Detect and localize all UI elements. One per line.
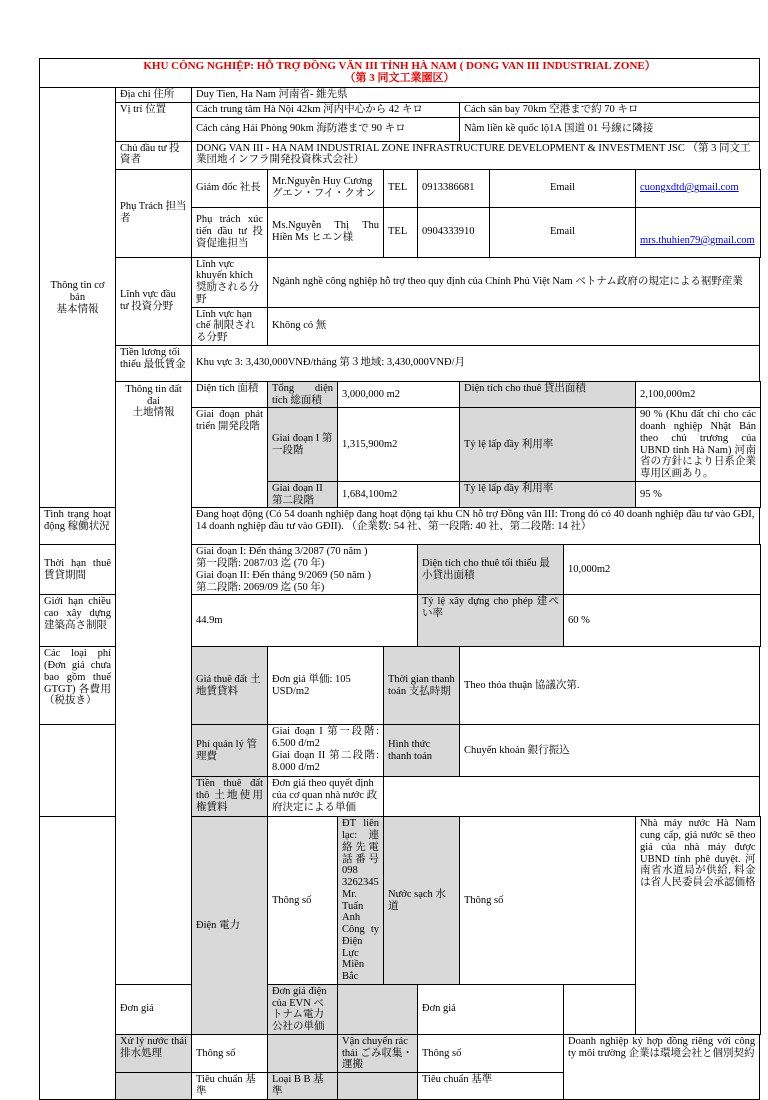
phase2-label: Giai đoạn II 第二段階	[268, 481, 338, 508]
power-spec-label: Thông số	[268, 817, 338, 985]
fees-label: Các loại phí (Đơn giá chưa bao gồm thuế GTGT) 各費用（税抜き）	[40, 647, 116, 725]
contact-email-link[interactable]: cuongxdtd@gmail.com	[640, 182, 739, 194]
min-lease-area-label: Diện tích cho thuê tối thiểu 最小貸出面積	[418, 545, 564, 595]
height-limit-value: 44.9m	[192, 595, 418, 647]
encouraged-field-label: Lĩnh vực khuyến khích 奨励される分野	[192, 257, 268, 307]
contact-label: Phụ Trách 担当者	[116, 169, 192, 257]
wastewater-spec-value	[268, 1034, 338, 1072]
lease-area-label: Diện tích cho thuê 貸出面積	[460, 381, 636, 408]
power-label: Điện 電力	[192, 817, 268, 1035]
total-area-value: 3,000,000 m2	[338, 381, 460, 408]
area-label: Diện tích 面積	[192, 381, 268, 408]
payment-form-label: Hình thức thanh toán	[384, 725, 460, 777]
location-item: Cách cảng Hải Phòng 90km 海防港まで 90 キロ	[192, 117, 460, 141]
contact-role: Phụ trách xúc tiến đầu tư 投資促進担当	[192, 207, 268, 257]
waste-label: Vận chuyển rác thải ごみ収集・運搬	[338, 1034, 418, 1072]
waste-spec-label: Thông số	[418, 1034, 564, 1072]
contact-tel: 0904333910	[418, 207, 490, 257]
power-price-value: Đơn giá điện của EVN ベトナム電力公社の単価	[268, 984, 338, 1034]
wastewater-spec-label: Thông số	[192, 1034, 268, 1072]
address-label: Địa chỉ 住所	[116, 88, 192, 103]
water-spec-value: Nhà máy nước Hà Nam cung cấp, giá nước sẽ theo giá của nhà máy được UBND tỉnh phê duyệt. 河南省水道局が供給, 料金は省人民委員会承認価格	[636, 817, 761, 1035]
contact-email-link[interactable]: mrs.thuhien79@gmail.com	[640, 234, 755, 246]
mgmt-fee-label: Phí quản lý 管理費	[192, 725, 268, 777]
fill-rate2-value: 95 %	[636, 481, 761, 508]
title-line-vi: KHU CÔNG NGHIỆP: HỖ TRỢ ĐỒNG VĂN III TỈNH HÀ NAM ( DONG VAN III INDUSTRIAL ZONE）	[143, 60, 656, 72]
min-lease-area-value: 10,000m2	[564, 545, 761, 595]
wastewater-blank	[116, 1073, 192, 1100]
investor-label: Chủ đầu tư 投資者	[116, 141, 192, 169]
lease-term-label: Thời hạn thuê 賃貸期間	[40, 545, 116, 595]
phase-label: Giai đoạn phát triển 開発段階	[192, 408, 268, 508]
fees-blank-cell	[40, 725, 116, 817]
phase2-value: 1,684,100m2	[338, 481, 460, 508]
waste-spec-value: Doanh nghiệp ký hợp đồng riêng với công ty môi trường 企業は環境会社と個別契約	[564, 1034, 760, 1099]
water-spec-label: Thông số	[460, 817, 636, 985]
address-value: Duy Tien, Ha Nam 河南省- 維先県	[192, 88, 760, 103]
raw-land-rent-value: Đơn giá theo quyết định của cơ quan nhà nước 政府決定による単価	[268, 777, 384, 817]
height-limit-label: Giới hạn chiều cao xây dựng 建築高さ制限	[40, 595, 116, 647]
waste-blank	[338, 1073, 418, 1100]
raw-land-rent-label: Tiền thuê đất thô 土地使用権賃料	[192, 777, 268, 817]
wastewater-label: Xử lý nước thải 排水処理	[116, 1034, 192, 1072]
payment-form-value: Chuyển khoản 銀行振込	[460, 725, 760, 777]
status-label: Tình trạng hoạt động 稼働状況	[40, 508, 116, 545]
raw-land-rent-blank	[384, 777, 760, 817]
total-area-label: Tổng diện tích 総面積	[268, 381, 338, 408]
phase1-label: Giai đoạn I 第一段階	[268, 408, 338, 482]
page-title	[40, 59, 760, 88]
location-item: Nằm liền kề quốc lộ1A 国道 01 号線に隣接	[460, 117, 760, 141]
restricted-field-label: Lĩnh vực hạn chế 制限される分野	[192, 307, 268, 345]
min-wage-value: Khu vực 3: 3,430,000VNĐ/tháng 第３地域: 3,430,000VNĐ/月	[192, 345, 760, 381]
location-label: Vị trí 位置	[116, 102, 192, 141]
contact-role: Giám đốc 社長	[192, 169, 268, 207]
title-line-ja: （第 3 同文工業園区）	[344, 72, 455, 85]
contact-tel: 0913386681	[418, 169, 490, 207]
wastewater-standard-value: Loại B B 基準	[268, 1073, 338, 1100]
power-price-label: Đơn giá	[116, 984, 192, 1034]
phase1-value: 1,315,900m2	[338, 408, 460, 482]
land-rent-value: Đơn giá 単価: 105 USD/m2	[268, 647, 384, 725]
land-info-section-label: Thông tin đất đai 土地情報	[116, 381, 192, 984]
lease-area-value: 2,100,000m2	[636, 381, 761, 408]
power-spec-value: ĐT liên lạc: 連絡先電話番号 098 3262345 Mr. Tuấn Anh Công ty Điện Lực Miền Bắc	[338, 817, 384, 985]
email-label: Email	[490, 169, 636, 207]
contact-email-cell	[636, 169, 761, 207]
investment-field-label: Lĩnh vực đầu tư 投資分野	[116, 257, 192, 345]
encouraged-field-value: Ngành nghề công nghiệp hỗ trợ theo quy định của Chính Phủ Việt Nam ベトナム政府の規定による裾野産業	[268, 257, 760, 307]
payment-time-label: Thời gian thanh toán 支払時期	[384, 647, 460, 725]
fill-rate1-value: 90 % (Khu đất chỉ cho các doanh nghiệp Nhật Bản theo chủ trương của UBND tỉnh Hà Nam) 河南省の方針により日系企業専用区画あり。	[636, 408, 761, 482]
water-label: Nước sạch 水道	[384, 817, 460, 985]
contact-email-cell	[636, 207, 761, 257]
tel-label: TEL	[384, 169, 418, 207]
info-table	[39, 58, 761, 1100]
investor-value: DONG VAN III - HA NAM INDUSTRIAL ZONE INFRASTRUCTURE DEVELOPMENT & INVESTMENT JSC （第 3 同文工業団地インフラ開発投資株式会社）	[192, 141, 760, 169]
waste-standard-label: Tiêu chuẩn 基準	[418, 1073, 564, 1100]
min-wage-label: Tiền lương tối thiểu 最低賃金	[116, 345, 192, 381]
contact-name: Mr.Nguyễn Huy Cương グエン・フイ・クオン	[268, 169, 384, 207]
mgmt-fee-value: Giai đoạn I 第一段階: 6.500 đ/m2 Giai đoạn II 第二段階: 8.000 đ/m2	[268, 725, 384, 777]
fill-rate2-label: Tỷ lệ lấp đầy 利用率	[460, 481, 636, 508]
coverage-ratio-label: Tỷ lệ xây dựng cho phép 建ぺい率	[418, 595, 564, 647]
fill-rate1-label: Tỷ lệ lấp đầy 利用率	[460, 408, 636, 482]
contact-name: Ms.Nguyễn Thị Thu Hiền Ms ヒエン様	[268, 207, 384, 257]
restricted-field-value: Không có 無	[268, 307, 760, 345]
email-label: Email	[490, 207, 636, 257]
location-item: Cách trung tâm Hà Nội 42km 河内中心から 42 キロ	[192, 102, 460, 117]
wastewater-standard-label: Tiêu chuẩn 基準	[192, 1073, 268, 1100]
water-price-label: Đơn giá	[418, 984, 564, 1034]
location-item: Cách sân bay 70km 空港まで約 70 キロ	[460, 102, 760, 117]
payment-time-value: Theo thỏa thuận 協議次第.	[460, 647, 760, 725]
industrial-zone-info-sheet	[39, 58, 761, 1100]
land-rent-label: Giá thuê đất 土地賃貸料	[192, 647, 268, 725]
utilities-blank-cell	[40, 817, 116, 1099]
coverage-ratio-value: 60 %	[564, 595, 761, 647]
tel-label: TEL	[384, 207, 418, 257]
basic-info-section-label: Thông tin cơ bản 基本情報	[40, 88, 116, 508]
water-price-blank	[338, 984, 418, 1034]
lease-term-value: Giai đoạn I: Đến tháng 3/2087 (70 năm ) 第一段階: 2087/03 迄 (70 年) Giai đoạn II: Đến tháng 9/2069 (50 năm ) 第二段階: 2069/09 迄 (50 年)	[192, 545, 418, 595]
status-value: Đang hoạt động (Có 54 doanh nghiệp đang hoạt động tại khu CN hỗ trợ Đồng văn III: Trong đó có 40 doanh nghiệp đầu tư vào GĐI, 14 doanh nghiệp đầu tư vào GĐII). （企業数: 54 社、第一段階: 40 社、第二段階: 14 社）	[192, 508, 760, 545]
